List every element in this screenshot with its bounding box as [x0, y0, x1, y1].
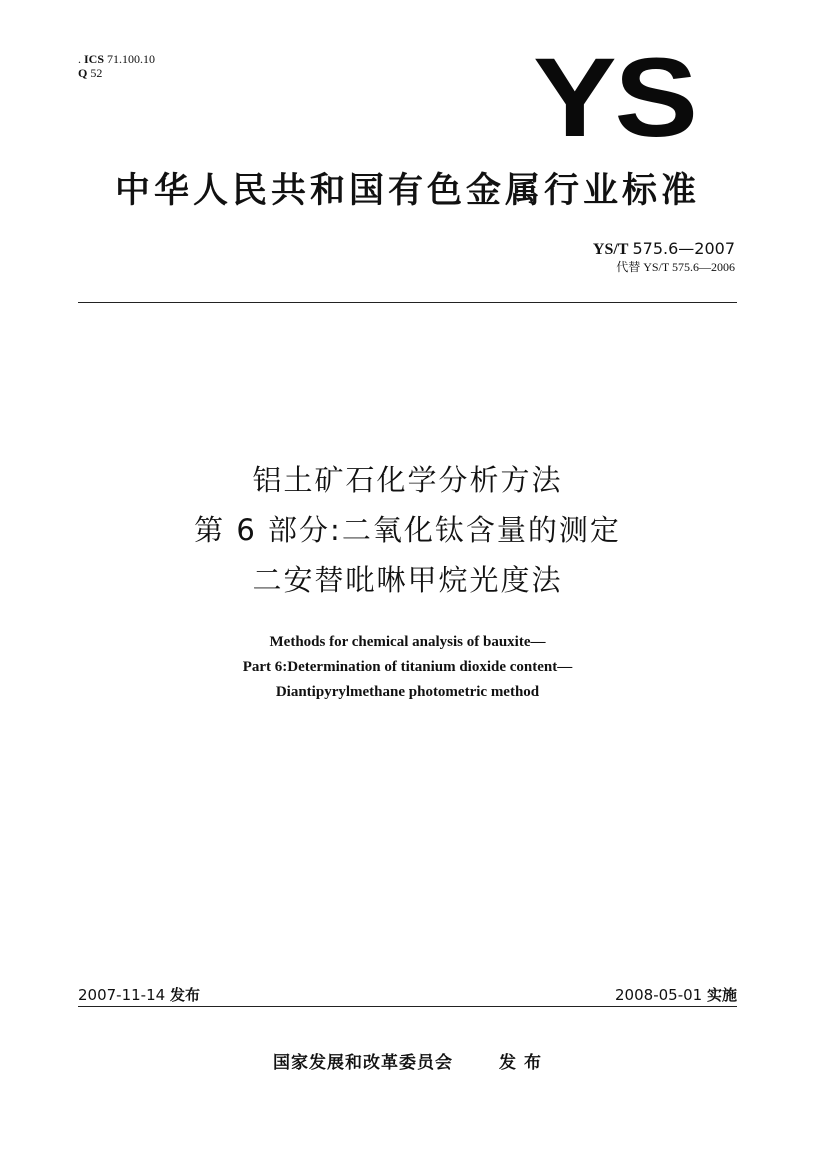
ics-line: . ICS 71.100.10 [78, 52, 156, 66]
chinese-title-line-2: 第 6 部分:二氧化钛含量的测定 [194, 513, 621, 547]
ys-logo: YS [533, 35, 696, 160]
issue-date-block [78, 984, 200, 1005]
ics-label: ICS [84, 52, 105, 66]
standard-number [593, 240, 735, 259]
issuer-name: 国家发展和改革委员会 [273, 1053, 454, 1073]
chinese-title-line-1: 铝土矿石化学分析方法 [252, 463, 563, 497]
chinese-title-line-3: 二安替吡啉甲烷光度法 [252, 563, 563, 597]
q-label: Q [78, 66, 88, 80]
standard-code: 575.6—2007 [632, 239, 735, 258]
english-title-line-1: Methods for chemical analysis of bauxite— [269, 634, 546, 650]
organization-title: 中华人民共和国有色金属行业标准 [114, 171, 700, 211]
english-title [0, 630, 815, 705]
q-line [78, 66, 155, 80]
top-divider [78, 302, 737, 303]
issuer-action: 发 布 [499, 1053, 542, 1073]
q-code: 52 [90, 66, 103, 80]
chinese-title [0, 455, 815, 605]
standard-number-block [593, 240, 735, 275]
ics-code: 71.100.10 [107, 52, 156, 66]
issue-date: 2007-11-14 [78, 986, 166, 1004]
replaces-note: 代替 YS/T 575.6—2006 [616, 260, 735, 274]
english-title-line-3: Diantipyrylmethane photometric method [275, 684, 540, 700]
effective-label: 实施 [706, 986, 737, 1004]
effective-date-block [615, 984, 737, 1005]
standard-prefix: YS/T [592, 241, 629, 258]
english-title-line-2: Part 6:Determination of titanium dioxide content— [242, 659, 573, 675]
effective-date: 2008-05-01 [615, 986, 703, 1004]
bottom-divider [78, 1006, 737, 1007]
issue-label: 发布 [169, 986, 200, 1004]
issuer-line [0, 1048, 815, 1073]
classification-codes [78, 52, 155, 80]
